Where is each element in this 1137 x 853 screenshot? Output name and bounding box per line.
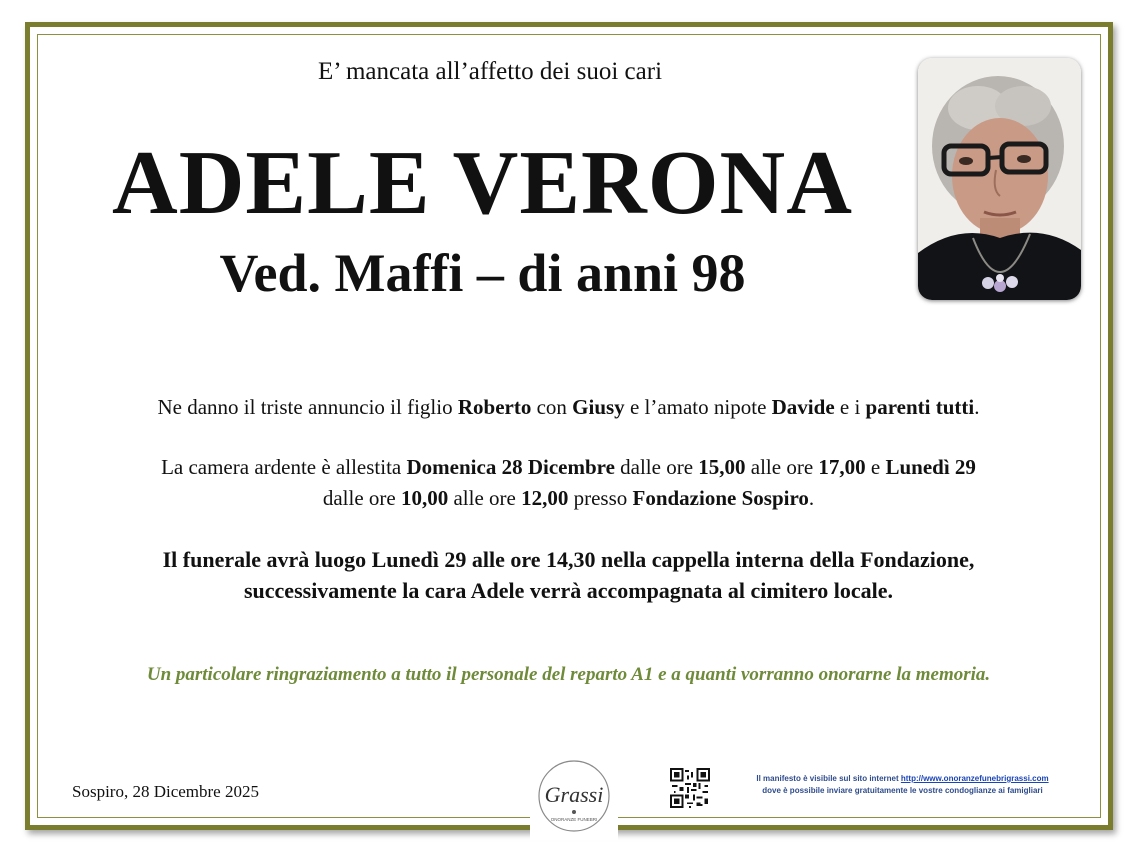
thanks-line: Un particolare ringraziamento a tutto il personale del reparto A1 e a quanti vorranno onorarne la memoria. (146, 664, 991, 685)
intro-line: E’ mancata all’affetto dei suoi cari (317, 58, 663, 85)
place-date: Sospiro, 28 Dicembre 2025 (72, 782, 259, 801)
logo-script: Grassi (544, 782, 604, 807)
deceased-name: ADELE VERONA (112, 132, 853, 233)
name-davide: Davide (771, 395, 835, 419)
deceased-subtitle: Ved. Maffi – di anni 98 (219, 243, 746, 303)
footer-note: Il manifesto è visibile sul sito internet http://www.onoranzefunebrigrassi.com dove è possibile inviare gratuitamente le vostre condoglianze ai famigliari (756, 774, 1049, 795)
name-roberto: Roberto (457, 395, 532, 419)
funeral-paragraph: Il funerale avrà luogo Lunedì 29 alle ore 14,30 nella cappella interna della Fondazione, successivamente la cara Adele verrà accompagnata al cimitero locale. (162, 547, 975, 603)
relatives: parenti tutti (865, 395, 975, 419)
portrait-photo (918, 58, 1081, 300)
grassi-logo (530, 758, 618, 840)
qr-code-icon[interactable] (670, 768, 710, 808)
announcement-paragraph: Ne danno il triste annuncio il figlio Roberto con Giusy e l’amato nipote Davide e i parenti tutti. (157, 395, 980, 419)
name-giusy: Giusy (572, 395, 625, 419)
website-link[interactable]: http://www.onoranzefunebrigrassi.com (900, 774, 1049, 783)
viewing-paragraph: La camera ardente è allestita Domenica 28 Dicembre dalle ore 15,00 alle ore 17,00 e Lunedì 29 dalle ore 10,00 alle ore 12,00 presso Fondazione Sospiro. (161, 455, 976, 510)
logo-tagline: ONORANZE FUNEBRI (550, 817, 598, 822)
